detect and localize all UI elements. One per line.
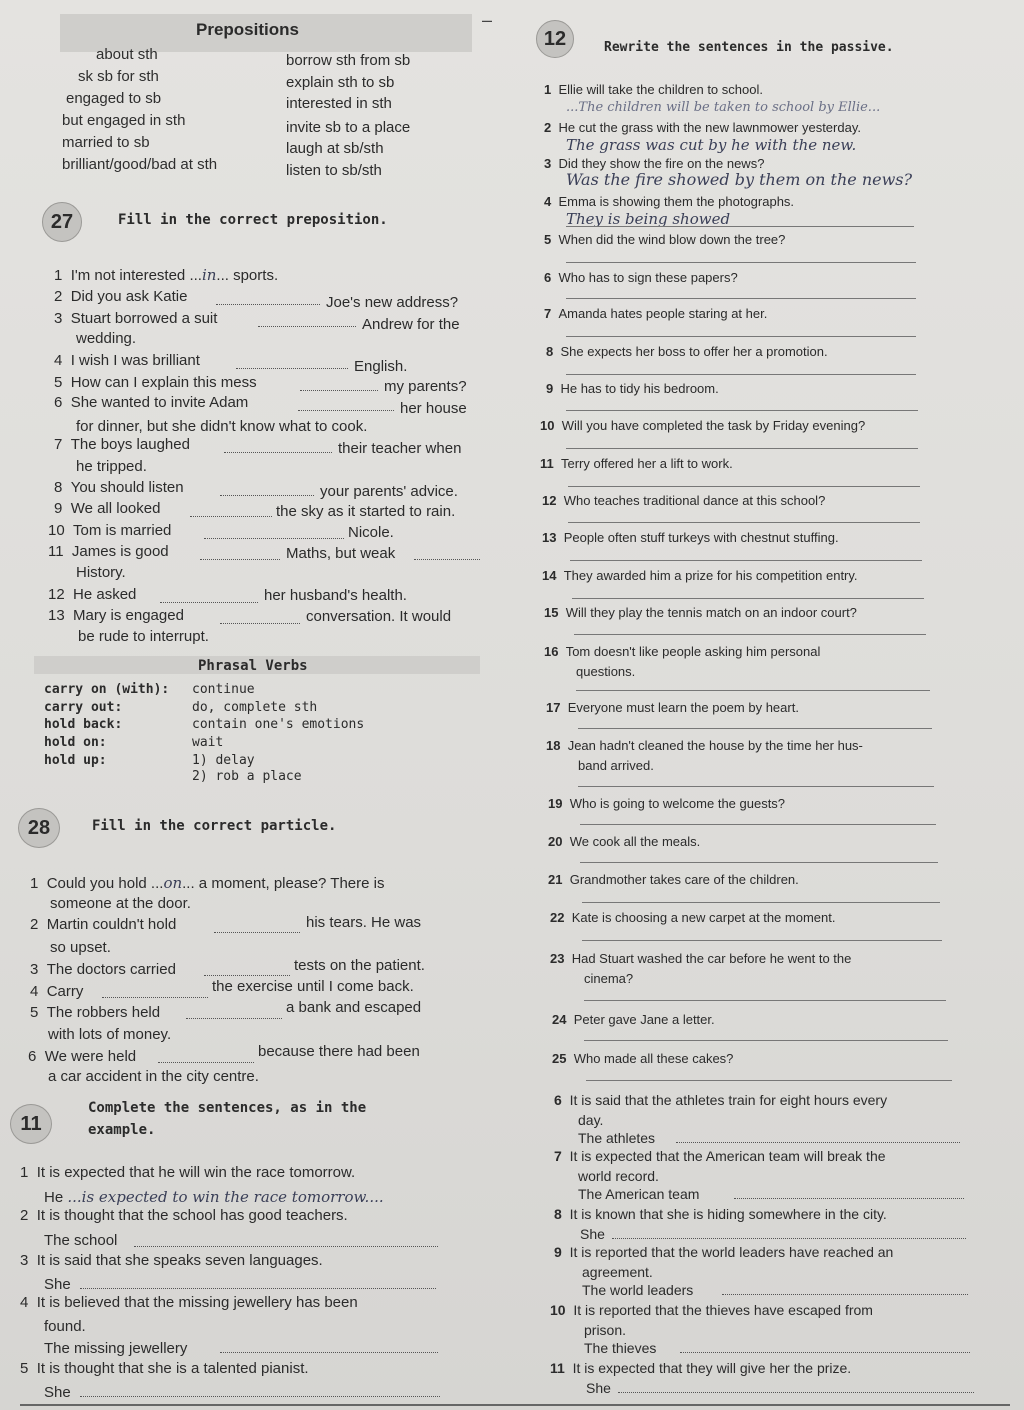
list-item: 15 Will they play the tennis match on an indoor court? xyxy=(544,605,857,620)
list-item: 6 Who has to sign these papers? xyxy=(544,270,738,285)
list-item-cont: world record. xyxy=(578,1168,659,1184)
list-item: 7 It is expected that the American team will break the xyxy=(554,1148,886,1164)
answer-blank[interactable] xyxy=(580,824,936,825)
answer-stem: The missing jewellery xyxy=(44,1340,188,1357)
list-item: 3 Stuart borrowed a suit xyxy=(54,310,218,327)
prep-item: listen to sb/sth xyxy=(286,162,382,179)
answer-blank[interactable] xyxy=(576,690,930,691)
list-item-cont: his tears. He was xyxy=(306,914,422,931)
list-item: 2 Did you ask Katie xyxy=(54,288,188,305)
answer-blank[interactable] xyxy=(102,997,208,998)
handwritten-answer: The grass was cut by he with the new. xyxy=(566,136,857,154)
list-item-cont: so upset. xyxy=(50,939,111,956)
answer-blank[interactable] xyxy=(414,559,480,560)
list-item-cont: English. xyxy=(354,358,408,375)
list-item: 11 It is expected that they will give her the prize. xyxy=(550,1360,852,1376)
list-item: 2 Martin couldn't hold xyxy=(30,916,177,933)
list-item-cont: Joe's new address? xyxy=(326,294,459,311)
list-item-cont: your parents' advice. xyxy=(320,483,458,500)
list-item: 12 Who teaches traditional dance at this school? xyxy=(542,493,826,508)
answer-blank[interactable] xyxy=(566,336,916,337)
list-item-cont: a bank and escaped xyxy=(286,999,422,1016)
answer-blank[interactable] xyxy=(220,623,300,624)
prep-item: but engaged in sth xyxy=(62,112,186,129)
answer-stem: The school xyxy=(44,1232,118,1249)
list-item: 4 Carry xyxy=(30,983,84,1000)
prep-item: laugh at sb/sth xyxy=(286,140,384,157)
answer-blank[interactable] xyxy=(220,495,314,496)
list-item: 5 It is thought that she is a talented pianist. xyxy=(20,1360,309,1377)
dash-mark: – xyxy=(482,10,493,30)
list-item: 3 The doctors carried xyxy=(30,961,176,978)
list-item: 1 Could you hold ...on... a moment, please? There is xyxy=(30,874,385,892)
list-item: 11 Terry offered her a lift to work. xyxy=(540,456,733,471)
answer-blank[interactable] xyxy=(568,486,920,487)
list-item: 7 The boys laughed xyxy=(54,436,190,453)
answer-blank[interactable] xyxy=(216,304,320,305)
prep-item: sk sb for sth xyxy=(78,68,159,85)
list-item: 5 How can I explain this mess xyxy=(54,374,257,391)
answer-blank[interactable] xyxy=(190,516,272,517)
answer-blank[interactable] xyxy=(570,560,922,561)
answer-blank[interactable] xyxy=(578,786,934,787)
list-item: 11 James is good xyxy=(48,543,169,560)
phrasal-meaning: 1) delay xyxy=(192,753,255,768)
answer-blank[interactable] xyxy=(586,1080,952,1081)
list-item-cont: he tripped. xyxy=(76,458,147,475)
list-item: 3 It is said that she speaks seven languages. xyxy=(20,1252,323,1269)
prep-item: married to sb xyxy=(62,134,150,151)
answer-stem: The thieves xyxy=(584,1340,657,1356)
answer-blank[interactable] xyxy=(580,862,938,863)
list-item-cont: History. xyxy=(76,564,126,581)
list-item-cont: the exercise until I come back. xyxy=(212,978,414,995)
list-item-cont: questions. xyxy=(576,664,636,679)
prepositions-title: Prepositions xyxy=(196,20,299,39)
answer-blank[interactable] xyxy=(300,390,378,391)
answer-blank[interactable] xyxy=(186,1018,282,1019)
answer-blank[interactable] xyxy=(134,1246,438,1247)
list-item-cont: wedding. xyxy=(76,330,137,347)
answer-blank[interactable] xyxy=(572,598,924,599)
list-item: 14 They awarded him a prize for his competition entry. xyxy=(542,568,858,583)
answer-blank[interactable] xyxy=(258,326,356,327)
answer-blank[interactable] xyxy=(224,452,332,453)
list-item-cont: Maths, but weak xyxy=(286,545,396,562)
exercise-number-badge: 11 xyxy=(10,1104,52,1144)
list-item: 17 Everyone must learn the poem by heart. xyxy=(546,700,799,715)
answer-blank[interactable] xyxy=(566,448,918,449)
answer-blank[interactable] xyxy=(80,1288,436,1289)
page-bottom-rule xyxy=(20,1404,1010,1406)
exercise-number-badge: 12 xyxy=(536,20,574,58)
answer-blank[interactable] xyxy=(204,975,290,976)
list-item: 1 Ellie will take the children to school. xyxy=(544,82,763,97)
answer-blank[interactable] xyxy=(566,410,918,411)
list-item: 1 It is expected that he will win the race tomorrow. xyxy=(20,1164,356,1181)
handwritten-answer: ...The children will be taken to school by Ellie... xyxy=(566,100,881,115)
list-item: 8 It is known that she is hiding somewhere in the city. xyxy=(554,1206,887,1222)
list-item: 25 Who made all these cakes? xyxy=(552,1051,734,1066)
answer-stem: She xyxy=(586,1380,611,1396)
answer-blank[interactable] xyxy=(160,602,258,603)
handwritten-answer: They is being showed xyxy=(566,210,731,228)
list-item: 5 The robbers held xyxy=(30,1004,161,1021)
list-item: 6 She wanted to invite Adam xyxy=(54,394,249,411)
list-item-cont: band arrived. xyxy=(578,758,654,773)
list-item-cont: be rude to interrupt. xyxy=(78,628,209,645)
exercise-number-badge: 27 xyxy=(42,202,82,242)
list-item: 21 Grandmother takes care of the children. xyxy=(548,872,799,887)
list-item-cont: her husband's health. xyxy=(264,587,407,604)
answer-blank[interactable] xyxy=(158,1062,254,1063)
answer-blank[interactable] xyxy=(566,262,916,263)
answer-blank[interactable] xyxy=(80,1396,440,1397)
prep-item: about sth xyxy=(96,46,158,63)
answer-blank[interactable] xyxy=(734,1198,964,1199)
list-item: 8 She expects her boss to offer her a promotion. xyxy=(546,344,828,359)
answer-stem: She xyxy=(44,1276,71,1293)
list-item: 9 We all looked xyxy=(54,500,161,517)
phrasal-meaning: continue xyxy=(192,682,255,697)
prep-item: interested in sth xyxy=(286,95,392,112)
answer-blank[interactable] xyxy=(676,1142,960,1143)
exercise-title: Complete the sentences, as in the xyxy=(88,1100,367,1116)
answer-blank[interactable] xyxy=(200,559,280,560)
phrasal-meaning: do, complete sth xyxy=(192,700,318,715)
list-item: 2 It is thought that the school has good teachers. xyxy=(20,1207,348,1224)
list-item-cont: found. xyxy=(44,1318,86,1335)
answer-blank[interactable] xyxy=(612,1238,966,1239)
answer-blank[interactable] xyxy=(566,374,916,375)
list-item: 2 He cut the grass with the new lawnmower yesterday. xyxy=(544,120,861,135)
list-item: 6 We were held xyxy=(28,1048,137,1065)
answer-blank[interactable] xyxy=(298,410,394,411)
exercise-title: Fill in the correct preposition. xyxy=(118,212,388,228)
phrasal-verb: carry out: xyxy=(44,700,123,715)
list-item-cont: conversation. It would xyxy=(306,608,452,625)
list-item: 12 He asked xyxy=(48,586,137,603)
list-item-cont: Andrew for the xyxy=(362,316,460,333)
answer-blank[interactable] xyxy=(566,226,914,227)
answer-blank[interactable] xyxy=(574,634,926,635)
prep-item: explain sth to sb xyxy=(286,74,395,91)
list-item: 6 It is said that the athletes train for eight hours every xyxy=(554,1092,888,1108)
list-item-cont: someone at the door. xyxy=(50,895,191,912)
list-item: 4 It is believed that the missing jewellery has been xyxy=(20,1294,358,1311)
list-item: 16 Tom doesn't like people asking him personal xyxy=(544,644,821,659)
answer-blank[interactable] xyxy=(582,940,942,941)
answer-blank[interactable] xyxy=(584,1040,948,1041)
list-item: 23 Had Stuart washed the car before he went to the xyxy=(550,951,852,966)
answer-blank[interactable] xyxy=(578,728,932,729)
prep-item: brilliant/good/bad at sth xyxy=(62,156,218,173)
answer-stem: The athletes xyxy=(578,1130,656,1146)
list-item: 13 People often stuff turkeys with chestnut stuffing. xyxy=(542,530,839,545)
answer-blank[interactable] xyxy=(220,1352,438,1353)
list-item: 4 Emma is showing them the photographs. xyxy=(544,194,795,209)
answer-blank[interactable] xyxy=(722,1294,968,1295)
list-item: 3 Did they show the fire on the news? xyxy=(544,156,765,171)
list-item: 4 I wish I was brilliant xyxy=(54,352,200,369)
answer-blank[interactable] xyxy=(582,902,940,903)
list-item-cont: day. xyxy=(578,1112,604,1128)
list-item-cont: with lots of money. xyxy=(48,1026,172,1043)
answer-blank[interactable] xyxy=(618,1392,974,1393)
phrasal-meaning: 2) rob a place xyxy=(192,769,302,784)
phrasal-meaning: contain one's emotions xyxy=(192,717,365,732)
list-item-cont: for dinner, but she didn't know what to cook. xyxy=(76,418,368,435)
answer-stem: The American team xyxy=(578,1186,700,1202)
phrasal-verb: hold on: xyxy=(44,735,107,750)
phrasal-verb: hold up: xyxy=(44,753,107,768)
answer-line: He ...is expected to win the race tomorrow.... xyxy=(44,1188,384,1206)
list-item: 13 Mary is engaged xyxy=(48,607,184,624)
phrasal-verb: hold back: xyxy=(44,717,123,732)
answer-blank[interactable] xyxy=(236,368,348,369)
prep-item: invite sb to a place xyxy=(286,119,411,136)
list-item: 10 It is reported that the thieves have escaped from xyxy=(550,1302,873,1318)
phrasal-meaning: wait xyxy=(192,735,224,750)
list-item-cont: cinema? xyxy=(584,971,634,986)
list-item-cont: agreement. xyxy=(582,1264,653,1280)
list-item: 9 He has to tidy his bedroom. xyxy=(546,381,719,396)
list-item-cont: my parents? xyxy=(384,378,467,395)
list-item: 1 I'm not interested ...in... sports. xyxy=(54,266,279,284)
answer-blank[interactable] xyxy=(204,538,344,539)
list-item: 18 Jean hadn't cleaned the house by the time her hus- xyxy=(546,738,863,753)
prep-item: engaged to sb xyxy=(66,90,162,107)
list-item-cont: tests on the patient. xyxy=(294,957,425,974)
list-item-cont: Nicole. xyxy=(348,524,394,541)
answer-blank[interactable] xyxy=(214,932,300,933)
list-item-cont: a car accident in the city centre. xyxy=(48,1068,259,1085)
answer-stem: She xyxy=(580,1226,605,1242)
list-item-cont: her house xyxy=(400,400,467,417)
list-item: 8 You should listen xyxy=(54,479,184,496)
phrasal-verb: carry on (with): xyxy=(44,682,170,697)
exercise-title: Fill in the correct particle. xyxy=(92,818,337,834)
answer-blank[interactable] xyxy=(584,1000,946,1001)
list-item: 5 When did the wind blow down the tree? xyxy=(544,232,786,247)
answer-stem: She xyxy=(44,1384,71,1401)
list-item: 20 We cook all the meals. xyxy=(548,834,701,849)
list-item: 19 Who is going to welcome the guests? xyxy=(548,796,786,811)
exercise-title-cont: example. xyxy=(88,1122,156,1138)
list-item-cont: their teacher when xyxy=(338,440,462,457)
exercise-number-badge: 28 xyxy=(18,808,60,848)
list-item: 10 Will you have completed the task by Friday evening? xyxy=(540,418,866,433)
answer-blank[interactable] xyxy=(566,298,916,299)
answer-blank[interactable] xyxy=(568,522,920,523)
phrasal-title: Phrasal Verbs xyxy=(198,658,308,674)
list-item: 10 Tom is married xyxy=(48,522,172,539)
list-item-cont: prison. xyxy=(584,1322,627,1338)
list-item: 9 It is reported that the world leaders have reached an xyxy=(554,1244,894,1260)
exercise-title: Rewrite the sentences in the passive. xyxy=(604,40,894,55)
handwritten-answer: Was the fire showed by them on the news? xyxy=(566,170,913,189)
answer-blank[interactable] xyxy=(680,1352,970,1353)
answer-stem: The world leaders xyxy=(582,1282,694,1298)
list-item: 7 Amanda hates people staring at her. xyxy=(544,306,768,321)
list-item-cont: because there had been xyxy=(258,1043,420,1060)
prep-item: borrow sth from sb xyxy=(286,52,411,69)
list-item: 24 Peter gave Jane a letter. xyxy=(552,1012,715,1027)
list-item: 22 Kate is choosing a new carpet at the moment. xyxy=(550,910,836,925)
list-item-cont: the sky as it started to rain. xyxy=(276,503,456,520)
